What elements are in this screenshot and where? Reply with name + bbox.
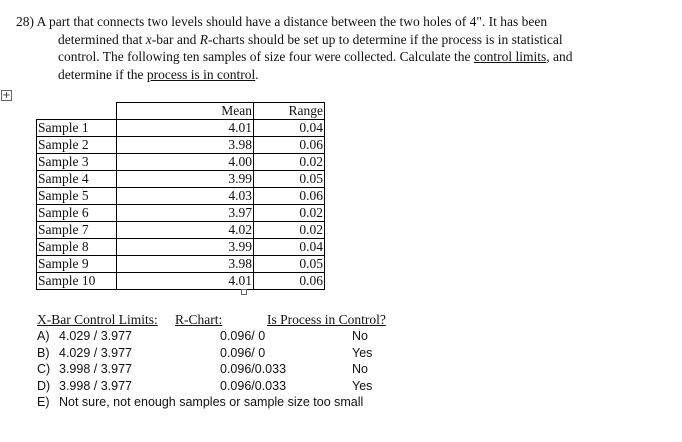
question-line-2: determined that x-bar and R-charts should be set up to determine if the process is in statistical — [58, 31, 563, 47]
range-value: 0.04 — [254, 120, 325, 137]
mean-value: 3.98 — [117, 137, 254, 154]
table-row — [37, 222, 325, 239]
answer-choice[interactable] — [37, 362, 657, 379]
sample-label: Sample 2 — [37, 137, 117, 154]
answer-choice-e[interactable] — [37, 395, 657, 412]
table-row — [37, 239, 325, 256]
choice-r-chart: 0.096/0.033 — [220, 378, 287, 393]
choice-letter: D) — [37, 378, 51, 393]
choice-in-control: No — [352, 362, 368, 376]
range-value: 0.02 — [254, 222, 325, 239]
sample-label: Sample 3 — [37, 154, 117, 171]
sample-label: Sample 8 — [37, 239, 117, 256]
answer-choices — [37, 312, 657, 412]
r-symbol: R — [199, 31, 208, 47]
question-text — [16, 13, 616, 83]
range-value: 0.04 — [254, 239, 325, 256]
mean-value: 4.03 — [117, 188, 254, 205]
table-move-handle-icon[interactable]: + — [2, 90, 11, 101]
table-row — [37, 256, 325, 273]
sample-label: Sample 4 — [37, 171, 117, 188]
choice-letter: B) — [37, 345, 50, 360]
choice-letter: E) — [37, 395, 50, 409]
sample-label: Sample 9 — [37, 256, 117, 273]
choice-r-chart: 0.096/ 0 — [220, 329, 266, 343]
question-line-3: control. The following ten samples of size four were collected. Calculate the control limits, and — [58, 49, 573, 64]
answer-choice[interactable] — [37, 329, 657, 346]
mean-value: 3.99 — [117, 239, 254, 256]
choice-xbar-limits: 3.998 / 3.977 — [59, 362, 132, 376]
answer-header-row — [37, 312, 657, 329]
sample-label: Sample 7 — [37, 222, 117, 239]
xbar-symbol: x — [145, 31, 152, 47]
xbar-limits-header: X-Bar Control Limits: — [37, 312, 158, 327]
choice-r-chart: 0.096/ 0 — [220, 345, 266, 360]
question-line-1: 28) A part that connects two levels should have a distance between the two holes of 4". It has been — [16, 14, 548, 29]
table-row — [37, 171, 325, 188]
mean-value: 3.97 — [117, 205, 254, 222]
in-control-header: Is Process in Control? — [267, 312, 386, 327]
range-value: 0.06 — [254, 188, 325, 205]
question-line-4: determine if the process is in control. — [58, 66, 259, 82]
mean-value: 4.02 — [117, 222, 254, 239]
choice-in-control: Yes — [352, 378, 373, 393]
range-value: 0.05 — [254, 171, 325, 188]
samples-table — [36, 102, 325, 290]
choice-xbar-limits: 4.029 / 3.977 — [59, 329, 132, 343]
choice-in-control: No — [352, 329, 368, 343]
mean-value: 4.01 — [117, 273, 254, 290]
mean-value: 4.01 — [117, 120, 254, 137]
choice-in-control: Yes — [352, 345, 373, 360]
answer-choice[interactable] — [37, 346, 657, 363]
table-row — [37, 205, 325, 222]
table-resize-handle-icon[interactable] — [241, 289, 247, 295]
choice-letter: C) — [37, 362, 51, 376]
table-row — [37, 154, 325, 171]
table-header-row — [37, 103, 325, 120]
sample-label: Sample 5 — [37, 188, 117, 205]
mean-value: 4.00 — [117, 154, 254, 171]
sample-label: Sample 1 — [37, 120, 117, 137]
range-header: Range — [254, 103, 325, 120]
choice-xbar-limits: 4.029 / 3.977 — [59, 345, 132, 360]
mean-header: Mean — [117, 103, 254, 120]
mean-value: 3.98 — [117, 256, 254, 273]
choice-letter: A) — [37, 329, 50, 343]
table-row — [37, 273, 325, 290]
range-value: 0.02 — [254, 154, 325, 171]
mean-value: 3.99 — [117, 171, 254, 188]
process-in-control-link: process is in control — [146, 66, 256, 82]
range-value: 0.02 — [254, 205, 325, 222]
table-row — [37, 188, 325, 205]
control-limits-link: control limits — [473, 49, 547, 64]
range-value: 0.05 — [254, 256, 325, 273]
choice-text: Not sure, not enough samples or sample size too small — [59, 395, 364, 409]
sample-label: Sample 10 — [37, 273, 117, 290]
choice-xbar-limits: 3.998 / 3.977 — [59, 378, 132, 393]
table-row — [37, 137, 325, 154]
choice-r-chart: 0.096/0.033 — [220, 362, 287, 376]
r-chart-header: R-Chart: — [175, 312, 223, 327]
table-row — [37, 120, 325, 137]
range-value: 0.06 — [254, 273, 325, 290]
range-value: 0.06 — [254, 137, 325, 154]
sample-label: Sample 6 — [37, 205, 117, 222]
answer-choice[interactable] — [37, 379, 657, 396]
